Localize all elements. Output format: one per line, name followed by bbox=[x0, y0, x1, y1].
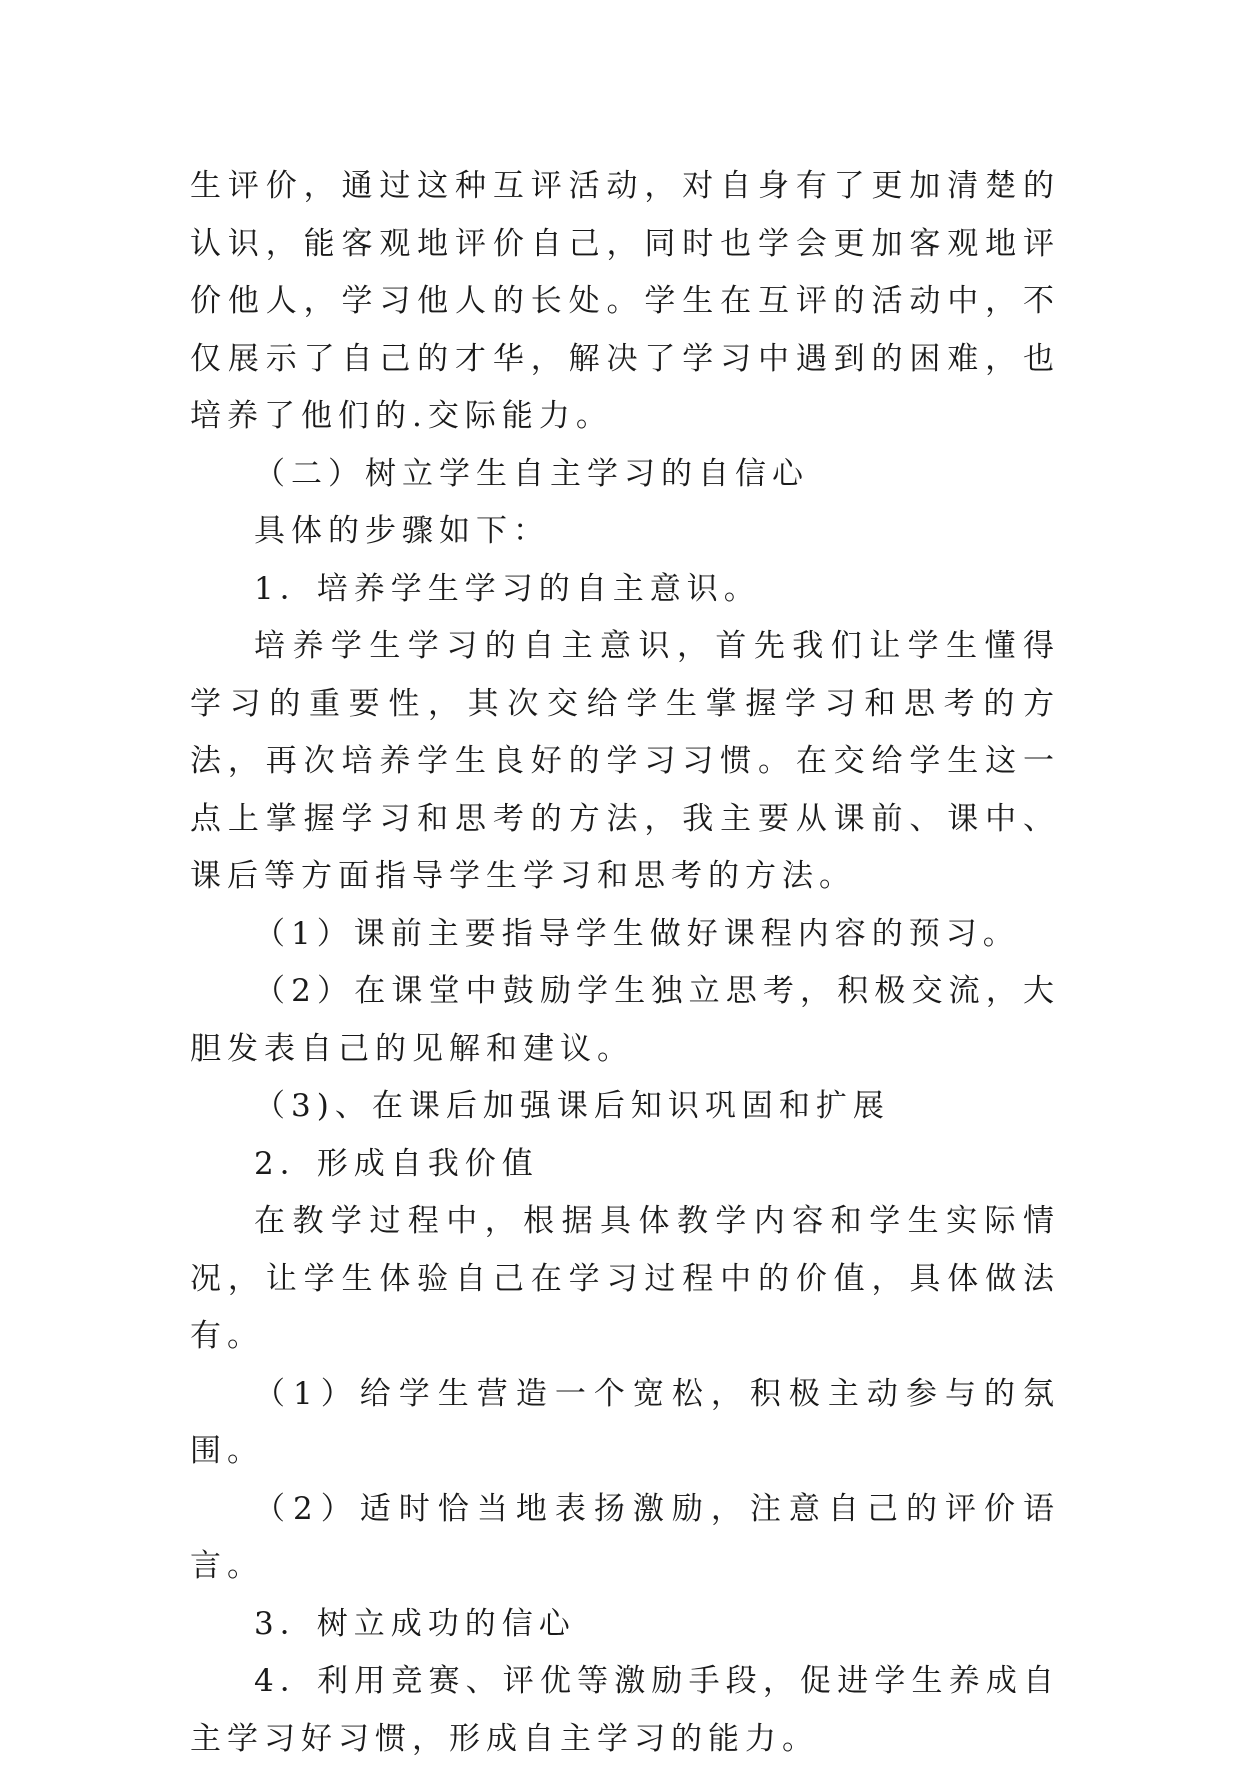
list-item-in-class: （2）在课堂中鼓励学生独立思考，积极交流，大胆发表自己的见解和建议。 bbox=[190, 973, 1060, 1067]
list-item-atmosphere: （1）给学生营造一个宽松，积极主动参与的氛围。 bbox=[190, 1375, 1060, 1469]
list-item-after-class: （3)、在课后加强课后知识巩固和扩展 bbox=[254, 1088, 890, 1124]
step-heading-4: 4．利用竞赛、评优等激励手段，促进学生养成自主学习好习惯，形成自主学习的能力。 bbox=[190, 1663, 1060, 1757]
section-heading-confidence: （二）树立学生自主学习的自信心 bbox=[254, 455, 809, 492]
step-heading-3: 3．树立成功的信心 bbox=[254, 1605, 576, 1642]
step-heading-2: 2．形成自我价值 bbox=[254, 1145, 539, 1182]
paragraph-autonomy-awareness: 培养学生学习的自主意识，首先我们让学生懂得学习的重要性，其次交给学生掌握学习和思考的方法，再次培养学生良好的学习习惯。在交给学生这一点上掌握学习和思考的方法，我主要从课前、课中、课后等方面指导学生学习和思考的方法。 bbox=[190, 628, 1060, 894]
list-item-praise: （2）适时恰当地表扬激励，注意自己的评价语言。 bbox=[190, 1490, 1060, 1584]
document-body bbox=[190, 158, 1060, 1768]
paragraph-self-value: 在教学过程中，根据具体教学内容和学生实际情况，让学生体验自己在学习过程中的价值，具体做法有。 bbox=[190, 1203, 1060, 1354]
paragraph-steps-intro: 具体的步骤如下： bbox=[254, 513, 550, 549]
paragraph-continued-peer-review: 生评价，通过这种互评活动，对自身有了更加清楚的认识，能客观地评价自己，同时也学会更加客观地评价他人，学习他人的长处。学生在互评的活动中，不仅展示了自己的才华，解决了学习中遇到的困难，也培养了他们的.交际能力。 bbox=[190, 168, 1060, 434]
step-heading-1: 1．培养学生学习的自主意识。 bbox=[254, 570, 761, 607]
list-item-before-class: （1）课前主要指导学生做好课程内容的预习。 bbox=[254, 915, 1020, 952]
